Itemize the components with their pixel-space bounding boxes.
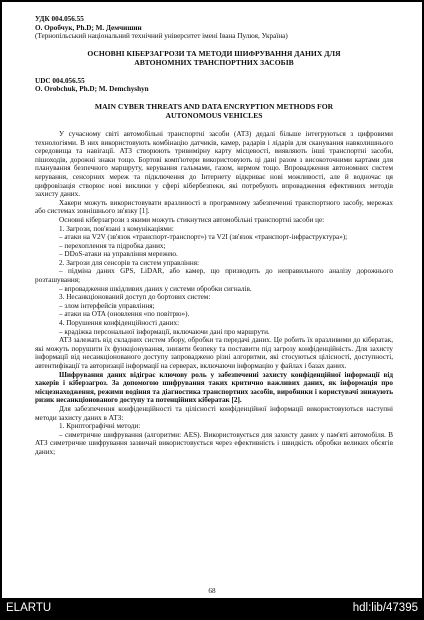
title-ua	[35, 49, 393, 67]
paragraph-threats-intro: Основні кіберзагрози з якими можуть стикнутися автомобільні транспортні засоби це:	[59, 215, 325, 224]
list-item: – атаки на V2V (зв'язок «транспорт-транспорт») та V2I (зв'язок «транспорт-інфраструктура»);	[59, 233, 348, 242]
list-item: – підміна даних GPS, LiDAR, або камер, що призводить до неправильного аналізу дорожнього розташування;	[35, 267, 393, 285]
title-ua-line2: АВТОНОМНИХ ТРАНСПОРТНИХ ЗАСОБІВ	[134, 57, 294, 67]
list-item: – перехоплення та підробка даних;	[59, 241, 166, 250]
paragraph-intro: У сучасному світі автомобільні транспортні засоби (АТЗ) дедалі більше інтегруються з цифровими технологіями. В них використовують комбінацію датчиків, камер, радарів і лідарів для сканування навколишнього середовища та навігації. АТЗ створюють тривимірну карту місцевості, виявляють інші транспортні засоби, пішоходів, дорожні знаки тощо. Бортові комп'ютери використовують ці дані разом з високоточними картами для планування безпечного маршруту, керування гальмами, газом, кермом тощо. Впровадження автономних систем керування, сенсорних мереж та підключення до Інтернету відкриває нові можливості, але й водночас ця цифровізація створює нові виклики у сфері кібербезпеки, які потребують впровадження ефективних методів захисту даних.	[35, 129, 393, 199]
list-item: 1. Загрози, пов'язані з комунікаціями:	[59, 224, 174, 233]
title-en-line1: MAIN CYBER THREATS AND DATA ENCRYPTION METHODS FOR	[94, 101, 334, 111]
udc-ua: УДК 004.056.55	[35, 15, 84, 23]
paragraph-symmetric: – симетричне шифрування (алгоритми: AES). Використовується для захисту даних у пам'яті автомобіля. В АТЗ симетричне шифрування зазвичай використовується через ефективність і швидкість обробки великих обсягів даних;	[35, 430, 393, 456]
authors-ua: О. Оробчук, Ph.D; М. Демчишин	[35, 23, 142, 32]
list-item: – DDoS-атаки на управління мережею.	[59, 250, 178, 259]
title-en-line2: AUTONOMOUS VEHICLES	[165, 110, 263, 120]
authors-en: O. Orobchuk, Ph.D; M. Demchyshyn	[35, 85, 149, 94]
repository-name: ELARTU	[6, 602, 52, 614]
list-item: – крадіжка персональної інформації, включаючи дані про маршрути.	[59, 327, 270, 336]
paragraph-hackers: Хакери можуть використовувати вразливості в програмному забезпеченні транспортного засобу, мережах або системах зовнішнього зв'язку [1].	[35, 198, 393, 216]
page-number: 68	[208, 587, 216, 595]
list-item: – атаки на OTA (оновлення «по повітрю»).	[59, 310, 190, 319]
affiliation-ua: (Тернопільський національний технічний університет імені Івана Пулюя, Україна)	[35, 32, 288, 41]
list-item: 3. Несанкціонований доступ до бортових систем:	[59, 293, 211, 302]
paragraph-encryption-role: Шифрування даних відіграє ключову роль у забезпеченні захисту конфіденційної інформації від хакерів і кіберзагроз. За допомогою шифрування таких критично важливих даних, як інформація про місцезнаходження, режими водіння та діагностика транспортних засобів, виробники і користувачі знижують ризик несанкціонованого доступу та потенційних кібератак [2].	[35, 370, 393, 405]
title-en	[35, 102, 393, 120]
udc-en: UDC 004.056.55	[35, 76, 85, 85]
title-ua-line1: ОСНОВНІ КІБЕРЗАГРОЗИ ТА МЕТОДИ ШИФРУВАННЯ ДАНИХ ДЛЯ	[87, 48, 341, 58]
list-item: 1. Криптографічні методи:	[59, 422, 141, 431]
document-page	[2, 2, 422, 598]
page-content	[35, 15, 393, 457]
handle-id: hdl:lib/47395	[352, 602, 418, 614]
list-item: – впровадження шкідливих даних у системи обробки сигналів.	[59, 284, 252, 293]
list-item: 4. Порушення конфіденційності даних:	[59, 319, 180, 328]
footer-bar	[0, 598, 424, 620]
paragraph-methods-intro: Для забезпечення конфіденційності та цілісності конфіденційної інформації використовуються наступні методи захисту даних в АТЗ:	[35, 404, 393, 422]
list-item: – злом інтерфейсів управління;	[59, 301, 155, 310]
list-item: 2. Загрози для сенсорів та систем управління:	[59, 258, 200, 267]
paragraph-vulnerability: АТЗ залежать від складних систем збору, обробки та передачі даних. Це робить їх вразливими до кібератак, які можуть порушити їх функціонування, знизити безпеку та поставити під загрозу конфіденційність. Для захисту інформації від несанкціонованого доступу запроваджено різні алгоритми, які стосуються цілісності, доступності, автентифікації та авторизації інформації на серверах, включаючи інформацію у файлах і базах даних.	[35, 336, 393, 370]
